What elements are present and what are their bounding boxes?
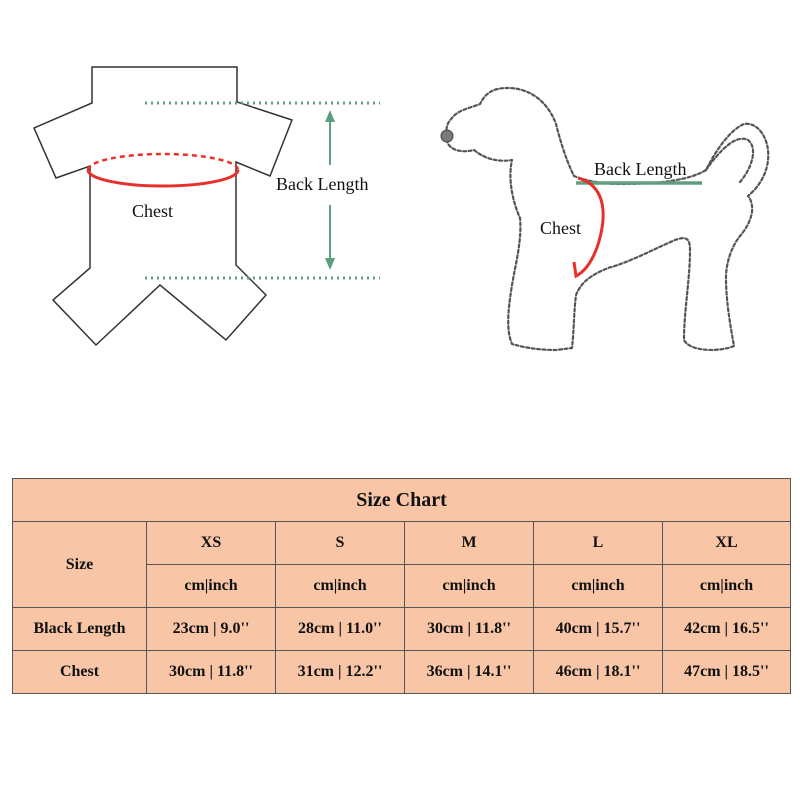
table-cell: 23cm | 9.0'' <box>147 608 276 651</box>
table-row <box>13 608 791 651</box>
row-label-back-length: Black Length <box>13 608 147 651</box>
size-chart-title: Size Chart <box>13 479 791 522</box>
table-cell: 30cm | 11.8'' <box>405 608 534 651</box>
dog-back-length-label: Back Length <box>594 159 687 179</box>
table-cell: 36cm | 14.1'' <box>405 651 534 694</box>
unit-cell: cm|inch <box>534 565 663 608</box>
unit-cell: cm|inch <box>276 565 405 608</box>
table-cell: 30cm | 11.8'' <box>147 651 276 694</box>
table-cell: 40cm | 15.7'' <box>534 608 663 651</box>
dog-chest-label: Chest <box>540 218 582 238</box>
size-header-s: S <box>276 522 405 565</box>
table-cell: 31cm | 12.2'' <box>276 651 405 694</box>
dog-nose-icon <box>441 130 453 142</box>
table-row <box>13 651 791 694</box>
row-label-chest: Chest <box>13 651 147 694</box>
size-chart-table <box>12 478 791 694</box>
garment-back-length-label: Back Length <box>276 174 369 194</box>
size-header-l: L <box>534 522 663 565</box>
size-header-xs: XS <box>147 522 276 565</box>
size-header-xl: XL <box>663 522 791 565</box>
unit-cell: cm|inch <box>663 565 791 608</box>
table-cell: 28cm | 11.0'' <box>276 608 405 651</box>
table-cell: 47cm | 18.5'' <box>663 651 791 694</box>
table-cell: 42cm | 16.5'' <box>663 608 791 651</box>
table-cell: 46cm | 18.1'' <box>534 651 663 694</box>
size-row-header: Size <box>13 522 147 608</box>
dog-outline <box>447 88 769 350</box>
size-header-m: M <box>405 522 534 565</box>
garment-chest-label: Chest <box>132 201 174 221</box>
unit-cell: cm|inch <box>147 565 276 608</box>
unit-cell: cm|inch <box>405 565 534 608</box>
